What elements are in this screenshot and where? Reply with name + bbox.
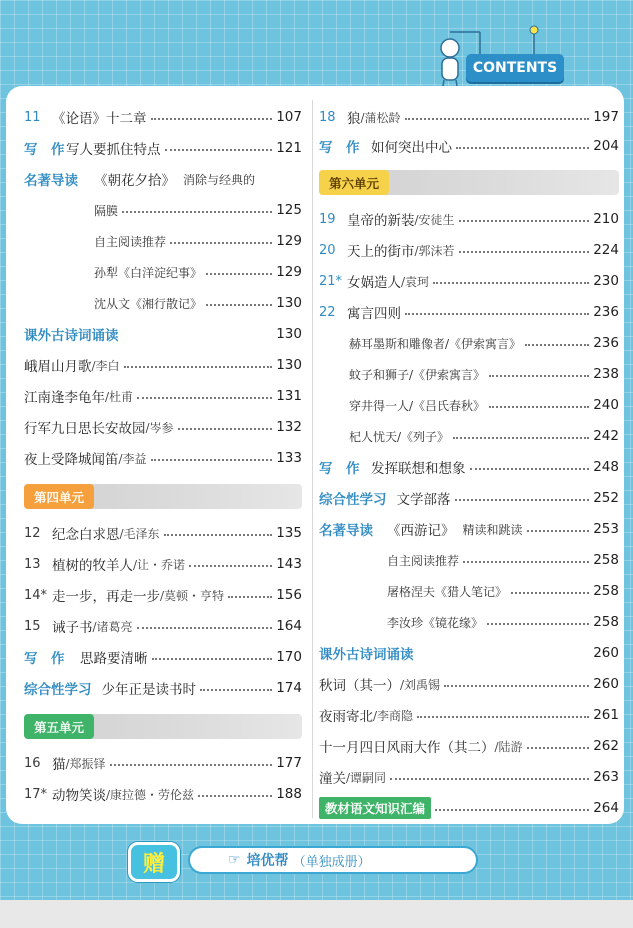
entry-subtitle: 李汝珍《镜花缘》 <box>387 615 484 630</box>
entry-title: 《论语》十二章 <box>52 111 147 127</box>
entry-title: 十一月四日风雨大作（其二） <box>319 740 495 756</box>
page-number: 260 <box>593 676 619 692</box>
leader-dots <box>463 561 589 563</box>
page-number: 258 <box>593 552 619 568</box>
entry-title: 峨眉山月歌 <box>24 359 92 375</box>
lesson-number: 15 <box>24 618 41 634</box>
toc-entry[interactable] <box>24 752 302 774</box>
page-number: 258 <box>593 614 619 630</box>
page-number: 262 <box>593 738 619 754</box>
unit-label: 第五单元 <box>24 714 94 739</box>
entry-title: 狼 <box>347 111 361 127</box>
leader-dots <box>198 795 272 797</box>
entry-author: /李益 <box>118 451 147 466</box>
toc-entry[interactable] <box>319 425 619 447</box>
toc-entry[interactable] <box>319 456 619 478</box>
entry-subtitle: 自主阅读推荐 <box>94 234 167 249</box>
toc-entry[interactable] <box>24 168 302 190</box>
leader-dots <box>164 534 273 536</box>
gift-pill <box>188 846 478 874</box>
entry-title: 女娲造人 <box>347 275 401 291</box>
entry-author: /诸葛亮 <box>92 619 133 634</box>
entry-subtitle: 穿井得一人/《吕氏春秋》 <box>349 398 486 413</box>
page-number: 261 <box>593 707 619 723</box>
leader-dots <box>390 778 589 780</box>
column-divider <box>312 100 313 818</box>
entry-subtitle: 屠格涅夫《猎人笔记》 <box>387 584 508 599</box>
leader-dots <box>405 313 589 315</box>
toc-entry[interactable] <box>319 394 619 416</box>
unit-label: 第四单元 <box>24 484 94 509</box>
leader-dots <box>459 220 590 222</box>
page-number: 164 <box>276 618 302 634</box>
lesson-number: 22 <box>319 304 336 320</box>
leader-dots <box>444 685 589 687</box>
toc-entry[interactable] <box>24 137 302 159</box>
page-number: 177 <box>276 755 302 771</box>
page-number: 129 <box>276 233 302 249</box>
toc-entry[interactable] <box>24 261 302 283</box>
page-number: 236 <box>593 304 619 320</box>
page-number: 230 <box>593 273 619 289</box>
toc-entry[interactable] <box>24 646 302 668</box>
entry-title: 动物笑谈 <box>52 788 106 804</box>
category-label: 写 作 <box>319 140 360 156</box>
toc-entry[interactable] <box>319 580 619 602</box>
entry-title: 皇帝的新装 <box>347 213 415 229</box>
page-number: 107 <box>276 109 302 125</box>
entry-title: 走一步，再走一步 <box>52 589 160 605</box>
entry-subtitle: 杞人忧天/《列子》 <box>349 429 450 444</box>
toc-entry[interactable] <box>24 106 302 128</box>
leader-dots <box>152 658 273 660</box>
category-label: 综合性学习 <box>24 682 92 698</box>
toc-entry[interactable] <box>319 642 619 664</box>
toc-entry[interactable] <box>24 230 302 252</box>
lesson-number: 11 <box>24 109 41 125</box>
entry-author: /康拉德・劳伦兹 <box>106 787 195 802</box>
page-number: 121 <box>276 140 302 156</box>
category-label: 写 作 <box>24 142 65 158</box>
entry-title: 夜雨寄北 <box>319 709 373 725</box>
toc-entry[interactable] <box>319 797 619 819</box>
entry-title: 写人要抓住特点 <box>66 142 161 158</box>
page-number: 130 <box>276 326 302 342</box>
page-number: 130 <box>276 357 302 373</box>
toc-entry[interactable] <box>24 615 302 637</box>
leader-dots <box>456 147 589 149</box>
entry-title: 寓言四则 <box>347 306 401 322</box>
leader-dots <box>489 375 589 377</box>
entry-author: /袁珂 <box>401 274 430 289</box>
entry-subtitle: 自主阅读推荐 <box>387 553 460 568</box>
page-number: 260 <box>593 645 619 661</box>
page-number: 248 <box>593 459 619 475</box>
unit-header-5 <box>24 714 302 739</box>
page-number: 240 <box>593 397 619 413</box>
leader-dots <box>200 689 272 691</box>
leader-dots <box>122 211 272 213</box>
leader-dots <box>165 149 273 151</box>
leader-dots <box>489 406 589 408</box>
category-label: 课外古诗词诵读 <box>24 328 119 344</box>
entry-title: 行军九日思长安故园 <box>24 421 146 437</box>
leader-dots <box>433 282 589 284</box>
unit-header-4 <box>24 484 302 509</box>
category-label: 名著导读 <box>24 173 78 189</box>
contents-badge: CONTENTS <box>466 54 564 82</box>
entry-title: 纪念白求恩 <box>52 527 120 543</box>
entry-subtitle: 赫耳墨斯和雕像者/《伊索寓言》 <box>349 336 522 351</box>
gift-title: 培优帮 <box>246 853 289 869</box>
category-label: 写 作 <box>24 651 65 667</box>
leader-dots <box>137 627 273 629</box>
page-number: 143 <box>276 556 302 572</box>
entry-title: 江南逢李龟年 <box>24 390 105 406</box>
toc-entry[interactable] <box>24 584 302 606</box>
gift-banner <box>128 842 478 878</box>
entry-subtitle: 隔膜 <box>94 203 119 218</box>
toc-entry[interactable] <box>24 292 302 314</box>
category-label: 综合性学习 <box>319 492 387 508</box>
page-number: 174 <box>276 680 302 696</box>
unit-label: 第六单元 <box>319 170 389 195</box>
toc-entry[interactable] <box>319 106 619 128</box>
entry-author: /让・乔诺 <box>133 557 186 572</box>
entry-author: /李商隐 <box>373 708 414 723</box>
entry-author: /郭沫若 <box>414 243 455 258</box>
entry-title: 《西游记》 <box>387 523 455 539</box>
leader-dots <box>417 716 589 718</box>
leader-dots <box>189 565 272 567</box>
entry-title: 发挥联想和想象 <box>371 461 466 477</box>
page-number: 188 <box>276 786 302 802</box>
leader-dots <box>453 437 589 439</box>
toc-entry[interactable] <box>319 208 619 230</box>
unit-header-6 <box>319 170 619 195</box>
toc-entry[interactable] <box>319 549 619 571</box>
toc-entry[interactable] <box>24 783 302 805</box>
leader-dots <box>405 118 590 120</box>
toc-entry[interactable] <box>319 239 619 261</box>
lesson-number: 12 <box>24 525 41 541</box>
leader-dots <box>511 592 589 594</box>
toc-entry[interactable] <box>319 611 619 633</box>
toc-panel <box>6 86 624 824</box>
toc-entry[interactable] <box>319 766 619 788</box>
page-number: 263 <box>593 769 619 785</box>
lesson-number: 16 <box>24 755 41 771</box>
entry-title: 猫 <box>52 757 66 773</box>
entry-title: 《朝花夕拾》 <box>94 173 175 189</box>
pointing-hand-icon: ☞ <box>228 852 241 868</box>
toc-entry[interactable] <box>24 199 302 221</box>
entry-author: /谭嗣同 <box>346 770 387 785</box>
page-number: 236 <box>593 335 619 351</box>
page-number: 133 <box>276 450 302 466</box>
entry-subtitle: 消除与经典的 <box>183 172 256 187</box>
leader-dots <box>178 428 273 430</box>
page-number: 129 <box>276 264 302 280</box>
lesson-number: 18 <box>319 109 336 125</box>
page-number: 204 <box>593 138 619 154</box>
page-number: 210 <box>593 211 619 227</box>
toc-entry[interactable] <box>319 487 619 509</box>
toc-entry[interactable] <box>319 735 619 757</box>
entry-author: /李白 <box>91 358 120 373</box>
page-number: 132 <box>276 419 302 435</box>
entry-author: /莫顿・亨特 <box>160 588 225 603</box>
page-number: 135 <box>276 525 302 541</box>
page-number: 156 <box>276 587 302 603</box>
leader-dots <box>525 344 589 346</box>
entry-title: 少年正是读书时 <box>101 682 196 698</box>
leader-dots <box>459 251 590 253</box>
leader-dots <box>206 273 272 275</box>
leader-dots <box>151 459 273 461</box>
page-number: 264 <box>593 800 619 816</box>
toc-entry[interactable] <box>24 416 302 438</box>
lesson-number: 13 <box>24 556 41 572</box>
entry-subtitle: 蚊子和狮子/《伊索寓言》 <box>349 367 486 382</box>
entry-title: 植树的牧羊人 <box>52 558 133 574</box>
leader-dots <box>487 623 589 625</box>
entry-title: 如何突出中心 <box>371 140 452 156</box>
page-number: 224 <box>593 242 619 258</box>
leader-dots <box>170 242 272 244</box>
toc-entry[interactable] <box>24 354 302 376</box>
entry-author: /杜甫 <box>105 389 134 404</box>
lesson-number: 14* <box>24 587 48 603</box>
leader-dots <box>470 468 590 470</box>
page-number: 258 <box>593 583 619 599</box>
lesson-number: 19 <box>319 211 336 227</box>
leader-dots <box>137 397 272 399</box>
entry-author: /刘禹锡 <box>400 677 441 692</box>
category-label: 写 作 <box>319 461 360 477</box>
entry-author: /郑振铎 <box>65 756 106 771</box>
entry-title: 夜上受降城闻笛 <box>24 452 119 468</box>
leader-dots <box>110 764 273 766</box>
gift-note: （单独成册） <box>292 854 371 870</box>
entry-author: /陆游 <box>494 739 523 754</box>
page-number: 170 <box>276 649 302 665</box>
toc-entry[interactable] <box>319 332 619 354</box>
toc-entry[interactable] <box>319 301 619 323</box>
lesson-number: 20 <box>319 242 336 258</box>
toc-entry[interactable] <box>319 135 619 157</box>
toc-entry[interactable] <box>24 447 302 469</box>
toc-entry[interactable] <box>24 385 302 407</box>
entry-title: 秋词（其一） <box>319 678 400 694</box>
page-number: 130 <box>276 295 302 311</box>
toc-entry[interactable] <box>24 677 302 699</box>
toc-entry[interactable] <box>24 553 302 575</box>
leader-dots <box>435 809 589 811</box>
entry-title: 潼关 <box>319 771 346 787</box>
toc-entry[interactable] <box>319 518 619 540</box>
entry-subtitle: 精读和跳读 <box>462 522 523 537</box>
category-label: 名著导读 <box>319 523 373 539</box>
page-number: 197 <box>593 109 619 125</box>
gift-badge: 赠 <box>128 842 180 882</box>
toc-entry[interactable] <box>24 323 302 345</box>
entry-author: /毛泽东 <box>119 526 160 541</box>
page-number: 253 <box>593 521 619 537</box>
entry-title: 文学部落 <box>396 492 451 508</box>
toc-entry[interactable] <box>24 522 302 544</box>
entry-author: /蒲松龄 <box>360 110 401 125</box>
entry-title: 思路要清晰 <box>80 651 148 667</box>
lesson-number: 17* <box>24 786 48 802</box>
leader-dots <box>206 304 272 306</box>
toc-entry[interactable] <box>319 363 619 385</box>
leader-dots <box>527 530 590 532</box>
category-label: 课外古诗词诵读 <box>319 647 414 663</box>
page-number: 238 <box>593 366 619 382</box>
appendix-tag: 教材语文知识汇编 <box>319 797 431 819</box>
toc-entry[interactable] <box>319 270 619 292</box>
entry-subtitle: 孙犁《白洋淀纪事》 <box>94 265 203 280</box>
entry-author: /安徒生 <box>414 212 455 227</box>
page-number: 131 <box>276 388 302 404</box>
leader-dots <box>455 499 590 501</box>
page-number: 252 <box>593 490 619 506</box>
toc-entry[interactable] <box>319 704 619 726</box>
leader-dots <box>228 596 272 598</box>
page-number: 125 <box>276 202 302 218</box>
entry-subtitle: 沈从文《湘行散记》 <box>94 296 203 311</box>
entry-author: /岑参 <box>145 420 174 435</box>
bottom-band <box>0 900 633 928</box>
entry-title: 诫子书 <box>52 620 93 636</box>
entry-title: 天上的街市 <box>347 244 415 260</box>
leader-dots <box>124 366 273 368</box>
leader-dots <box>151 118 273 120</box>
lesson-number: 21* <box>319 273 343 289</box>
leader-dots <box>527 747 590 749</box>
page-number: 242 <box>593 428 619 444</box>
toc-entry[interactable] <box>319 673 619 695</box>
